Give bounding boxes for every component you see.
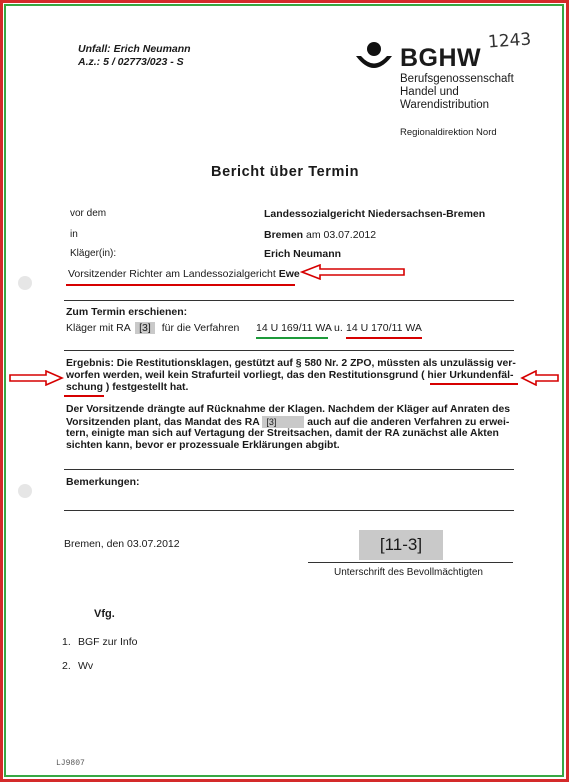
case-1: 14 U 169/11 WA xyxy=(256,322,332,334)
place-date: Bremen, den 03.07.2012 xyxy=(64,538,180,550)
ergebnis-line-2 xyxy=(66,370,513,382)
case-conjunction: u. xyxy=(334,322,343,334)
termin-heading: Zum Termin erschienen: xyxy=(66,306,188,318)
divider-3 xyxy=(64,469,514,470)
klaeger-value: Erich Neumann xyxy=(264,248,342,260)
in-date: am 03.07.2012 xyxy=(306,229,377,241)
vorsitzender-line-2b: auch auf die anderen Verfahren zu erwei- xyxy=(307,417,510,428)
bemerkungen-label: Bemerkungen: xyxy=(66,476,140,488)
arrow-left-icon-2 xyxy=(520,370,560,386)
ergebnis-line-2a: worfen werden, weil kein Strafurteil vorliegt, das den Restitutionsgrund ( xyxy=(66,370,425,381)
richter-text: Vorsitzender Richter am Landessozialgericht xyxy=(68,268,276,280)
footer-code: LJ9807 xyxy=(56,759,85,768)
ergebnis-line-2b: hier Urkundenfäl- xyxy=(427,370,514,381)
vfg-item-2-num: 2. xyxy=(62,660,71,672)
vfg-item-2-text: Wv xyxy=(78,660,94,672)
vorsitzender-line-4: sichten kann, bevor er prozessuale Erklärungen abgibt. xyxy=(66,440,340,451)
org-line-2: Handel und xyxy=(400,86,459,98)
vorsitzender-line-1: Der Vorsitzende drängte auf Rücknahme der Klagen. Nachdem der Kläger auf Anraten des xyxy=(66,404,511,415)
ergebnis-line-3 xyxy=(66,382,188,394)
termin-mid: für die Verfahren xyxy=(161,322,240,334)
signature-caption: Unterschrift des Bevollmächtigten xyxy=(334,567,483,578)
klaeger-label: Kläger(in): xyxy=(70,248,117,259)
ergebnis-line-3b: ) festgestellt hat. xyxy=(105,382,189,393)
in-value xyxy=(264,229,376,241)
divider-1 xyxy=(64,300,514,301)
ergebnis-line-1: Ergebnis: Die Restitutionsklagen, gestützt auf § 580 Nr. 2 ZPO, müssten als unzulässig ver- xyxy=(66,358,516,369)
vor-dem-value: Landessozialgericht Niedersachsen-Bremen xyxy=(264,208,486,220)
schung-red-underline xyxy=(64,395,104,397)
arrow-right-icon xyxy=(8,370,64,386)
richter-red-underline xyxy=(66,284,295,286)
vfg-item-1-num: 1. xyxy=(62,636,71,648)
signature-line xyxy=(308,562,513,563)
termin-line xyxy=(66,322,239,334)
urkunden-red-underline xyxy=(430,383,518,385)
case-1-green-underline xyxy=(256,337,328,339)
org-line-3: Warendistribution xyxy=(400,99,490,111)
richter-name: Ewe xyxy=(278,268,300,280)
richter-line xyxy=(68,268,300,280)
punch-hole-bottom xyxy=(18,484,32,498)
vfg-item-1-text: BGF zur Info xyxy=(78,636,138,648)
termin-prefix: Kläger mit RA xyxy=(66,322,131,334)
ra-redaction-2: [3] xyxy=(262,416,304,428)
vfg-heading: Vfg. xyxy=(94,608,115,620)
logo-text: BGHW xyxy=(400,44,482,72)
ergebnis-line-3a: schung xyxy=(66,382,103,393)
case-2-red-underline xyxy=(346,337,422,339)
page-title: Bericht über Termin xyxy=(211,164,360,180)
aktenzeichen-line: A.z.: 5 / 02773/023 - S xyxy=(78,56,184,68)
divider-4 xyxy=(64,510,514,511)
org-line-1: Berufsgenossenschaft xyxy=(400,73,514,85)
ra-redaction: [3] xyxy=(135,322,155,334)
handwritten-number: 1243 xyxy=(487,29,532,53)
divider-2 xyxy=(64,350,514,351)
bghw-logo-icon xyxy=(354,40,394,76)
vorsitzender-line-2a: Vorsitzenden plant, das Mandat des RA xyxy=(66,417,260,428)
arrow-left-icon xyxy=(300,264,406,280)
in-city: Bremen xyxy=(264,229,304,241)
in-label: in xyxy=(70,229,78,240)
unfall-line: Unfall: Erich Neumann xyxy=(78,43,191,55)
signature-redaction: [11-3] xyxy=(359,530,443,560)
case-2: 14 U 170/11 WA xyxy=(346,322,422,334)
vor-dem-label: vor dem xyxy=(70,208,107,219)
regionaldirektion: Regionaldirektion Nord xyxy=(400,127,497,138)
vorsitzender-line-3: tern, einigte man sich auf Vertagung der Streitsachen, damit der RA zunächst alle Akten xyxy=(66,428,499,439)
punch-hole-top xyxy=(18,276,32,290)
